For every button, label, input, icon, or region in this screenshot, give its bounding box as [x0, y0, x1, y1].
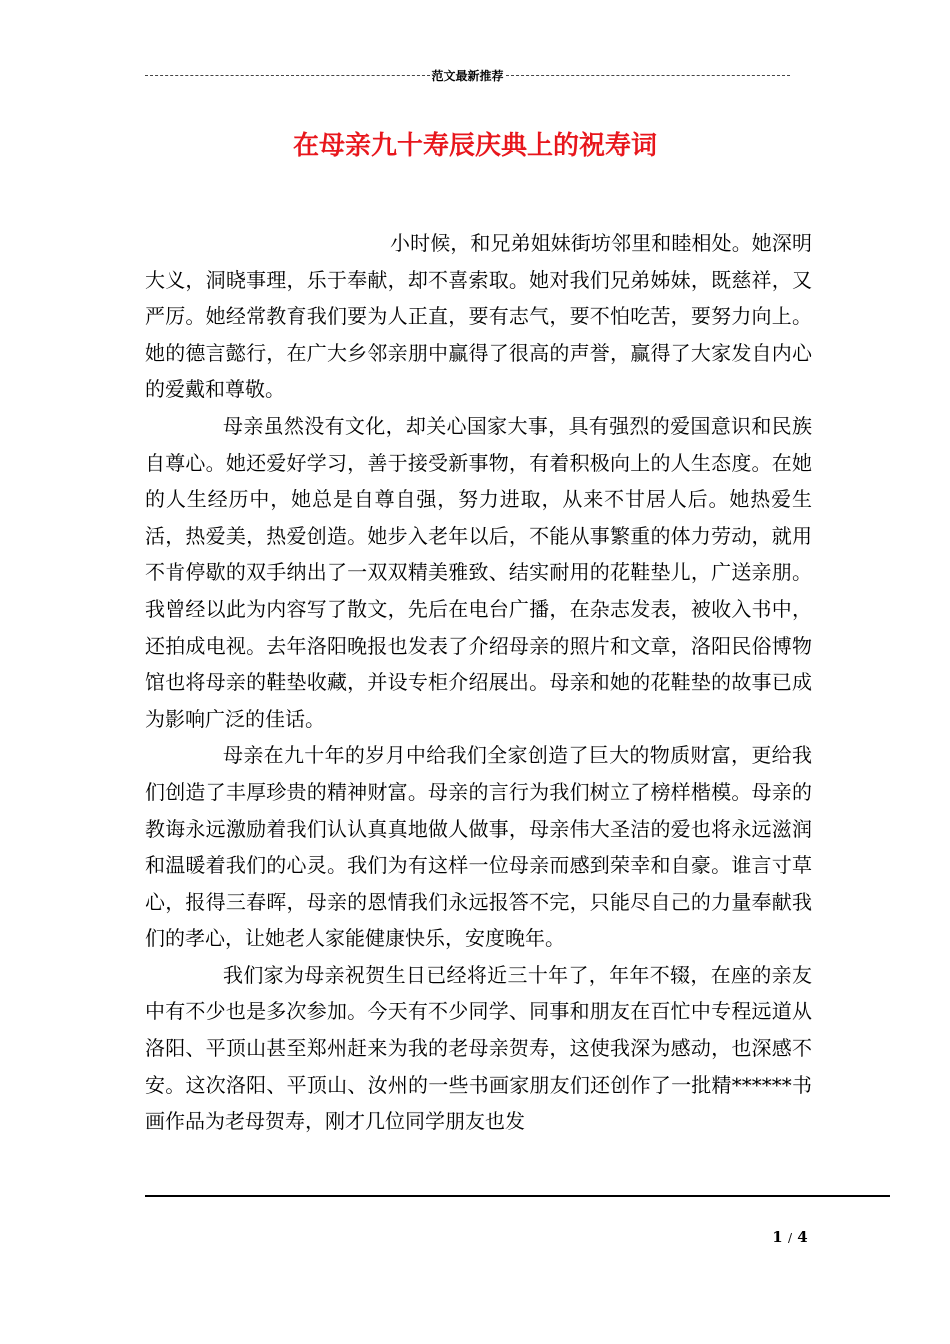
header-dash-left [145, 75, 430, 76]
page-separator: / [787, 1231, 793, 1245]
document-body [145, 225, 812, 1140]
current-page: 1 [772, 1228, 783, 1246]
footer-rule [145, 1195, 890, 1197]
page-number [760, 1228, 820, 1246]
total-pages: 4 [797, 1228, 808, 1246]
header-banner [145, 66, 790, 84]
paragraph-2: 母亲虽然没有文化，却关心国家大事，具有强烈的爱国意识和民族自尊心。她还爱好学习，善于接受新事物，有着积极向上的人生态度。在她的人生经历中，她总是自尊自强，努力进取，从来不甘居人后。她热爱生活，热爱美，热爱创造。她步入老年以后，不能从事繁重的体力劳动，就用不肯停歇的双手纳出了一双双精美雅致、结实耐用的花鞋垫儿，广送亲朋。我曾经以此为内容写了散文，先后在电台广播，在杂志发表，被收入书中，还拍成电视。去年洛阳晚报也发表了介绍母亲的照片和文章，洛阳民俗博物馆也将母亲的鞋垫收藏，并设专柜介绍展出。母亲和她的花鞋垫的故事已成为影响广泛的佳话。 [145, 413, 812, 731]
document-title: 在母亲九十寿辰庆典上的祝寿词 [292, 131, 657, 161]
header-dash-right [506, 75, 791, 76]
paragraph-4: 我们家为母亲祝贺生日已经将近三十年了，年年不辍，在座的亲友中有不少也是多次参加。今天有不少同学、同事和朋友在百忙中专程远道从洛阳、平顶山甚至郑州赶来为我的老母亲贺寿，这使我深为感动，也深感不安。这次洛阳、平顶山、汝州的一些书画家朋友们还创作了一批精******书画作品为老母贺寿，刚才几位同学朋友也发 [145, 962, 812, 1134]
paragraph-3: 母亲在九十年的岁月中给我们全家创造了巨大的物质财富，更给我们创造了丰厚珍贵的精神财富。母亲的言行为我们树立了榜样楷模。母亲的教诲永远激励着我们认认真真地做人做事，母亲伟大圣洁的爱也将永远滋润和温暖着我们的心灵。我们为有这样一位母亲而感到荣幸和自豪。谁言寸草心，报得三春晖，母亲的恩情我们永远报答不完，只能尽自己的力量奉献我们的孝心，让她老人家能健康快乐，安度晚年。 [145, 743, 812, 951]
paragraph-1: 小时候，和兄弟姐妹街坊邻里和睦相处。她深明大义，洞晓事理，乐于奉献，却不喜索取。她对我们兄弟姊妹，既慈祥，又严厉。她经常教育我们要为人正直，要有志气，要不怕吃苦，要努力向上。她的德言懿行，在广大乡邻亲朋中赢得了很高的声誉，赢得了大家发自内心的爱戴和尊敬。 [145, 231, 812, 402]
header-label: 范文最新推荐 [431, 68, 504, 83]
